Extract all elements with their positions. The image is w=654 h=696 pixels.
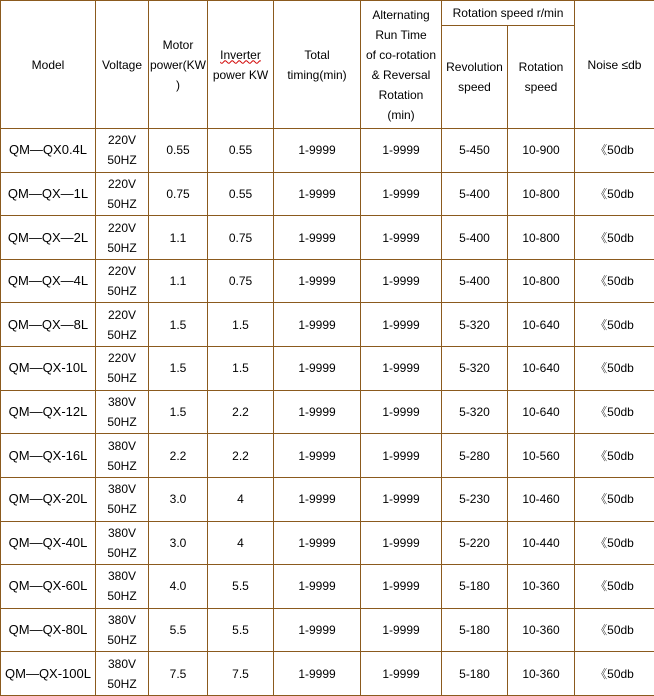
rotation-speed-cell: 10-360 [508,565,575,609]
table-row [1,477,654,521]
revolution-speed-cell: 5-220 [442,521,508,565]
revolution-speed-cell: 5-320 [442,303,508,347]
motor-power-cell: 4.0 [149,565,208,609]
voltage-cell [96,303,149,347]
rotation-speed-cell: 10-800 [508,259,575,303]
model-cell: QM—QX-16L [1,434,96,478]
noise-cell: 《50db [575,216,654,260]
header-rotation-speed: Rotation speed [508,26,575,129]
voltage-value: 220V [107,351,137,366]
voltage-cell [96,259,149,303]
alternating-time-cell: 1-9999 [361,477,442,521]
frequency-value: 50HZ [107,153,137,168]
inverter-power-cell: 4 [208,521,274,565]
inverter-power-cell: 1.5 [208,303,274,347]
voltage-cell [96,434,149,478]
model-cell: QM—QX-40L [1,521,96,565]
revolution-speed-cell: 5-320 [442,347,508,391]
total-timing-cell: 1-9999 [274,521,361,565]
total-timing-cell: 1-9999 [274,434,361,478]
voltage-value: 380V [107,394,137,409]
inverter-power-cell: 0.75 [208,216,274,260]
frequency-value: 50HZ [107,327,137,342]
table-row [1,347,654,391]
header-alternating-run-time: Alternating Run Time of co-rotation & Reversal Rotation (min) [361,1,442,129]
rotation-speed-cell: 10-640 [508,347,575,391]
header-voltage: Voltage [96,1,149,129]
voltage-cell [96,565,149,609]
revolution-speed-cell: 5-320 [442,390,508,434]
voltage-value: 380V [107,482,137,497]
alternating-time-cell: 1-9999 [361,565,442,609]
rotation-speed-cell: 10-360 [508,652,575,696]
motor-power-cell: 1.1 [149,216,208,260]
voltage-cell [96,608,149,652]
alternating-time-cell: 1-9999 [361,652,442,696]
header-noise: Noise ≤db [575,1,654,129]
model-cell: QM—QX-100L [1,652,96,696]
model-cell: QM—QX—8L [1,303,96,347]
model-cell: QM—QX-20L [1,477,96,521]
rotation-speed-cell: 10-900 [508,129,575,173]
model-cell: QM—QX0.4L [1,129,96,173]
inverter-power-cell: 5.5 [208,565,274,609]
table-row [1,565,654,609]
voltage-cell [96,390,149,434]
rotation-speed-cell: 10-800 [508,172,575,216]
rotation-speed-cell: 10-800 [508,216,575,260]
total-timing-cell: 1-9999 [274,652,361,696]
noise-cell: 《50db [575,652,654,696]
inverter-power-cell: 0.75 [208,259,274,303]
table-row [1,216,654,260]
inverter-power-cell: 7.5 [208,652,274,696]
model-cell: QM—QX-60L [1,565,96,609]
voltage-cell [96,129,149,173]
alternating-time-cell: 1-9999 [361,390,442,434]
table-row [1,652,654,696]
inverter-power-cell: 0.55 [208,129,274,173]
inverter-power-cell: 2.2 [208,390,274,434]
frequency-value: 50HZ [107,633,137,648]
voltage-value: 220V [107,220,137,235]
table-row [1,608,654,652]
voltage-cell [96,216,149,260]
header-total-timing: Total timing(min) [274,1,361,129]
noise-cell: 《50db [575,172,654,216]
table-row [1,390,654,434]
motor-power-cell: 1.5 [149,303,208,347]
revolution-speed-cell: 5-180 [442,608,508,652]
noise-cell: 《50db [575,347,654,391]
total-timing-cell: 1-9999 [274,347,361,391]
inverter-power-cell: 2.2 [208,434,274,478]
table-row [1,434,654,478]
noise-cell: 《50db [575,259,654,303]
noise-cell: 《50db [575,521,654,565]
motor-power-cell: 3.0 [149,477,208,521]
total-timing-cell: 1-9999 [274,172,361,216]
voltage-cell [96,172,149,216]
revolution-speed-cell: 5-400 [442,259,508,303]
rotation-speed-cell: 10-560 [508,434,575,478]
voltage-cell [96,347,149,391]
voltage-value: 220V [107,133,137,148]
total-timing-cell: 1-9999 [274,303,361,347]
motor-power-cell: 1.5 [149,347,208,391]
frequency-value: 50HZ [107,371,137,386]
model-cell: QM—QX-80L [1,608,96,652]
frequency-value: 50HZ [107,240,137,255]
header-inverter-power: Inverter power KW [208,1,274,129]
alternating-time-cell: 1-9999 [361,172,442,216]
header-model: Model [1,1,96,129]
noise-cell: 《50db [575,129,654,173]
frequency-value: 50HZ [107,589,137,604]
noise-cell: 《50db [575,303,654,347]
frequency-value: 50HZ [107,676,137,691]
voltage-value: 380V [107,656,137,671]
header-motor-power: Motor power(KW ) [149,1,208,129]
alternating-time-cell: 1-9999 [361,347,442,391]
total-timing-cell: 1-9999 [274,129,361,173]
frequency-value: 50HZ [107,284,137,299]
revolution-speed-cell: 5-280 [442,434,508,478]
alternating-time-cell: 1-9999 [361,259,442,303]
model-cell: QM—QX-12L [1,390,96,434]
inverter-power-cell: 1.5 [208,347,274,391]
rotation-speed-cell: 10-360 [508,608,575,652]
voltage-value: 380V [107,438,137,453]
header-revolution-speed: Revolution speed [442,26,508,129]
rotation-speed-cell: 10-440 [508,521,575,565]
table-row [1,172,654,216]
voltage-value: 220V [107,264,137,279]
voltage-cell [96,477,149,521]
voltage-cell [96,652,149,696]
noise-cell: 《50db [575,608,654,652]
inverter-power-cell: 5.5 [208,608,274,652]
noise-cell: 《50db [575,565,654,609]
motor-power-cell: 0.55 [149,129,208,173]
motor-power-cell: 5.5 [149,608,208,652]
voltage-value: 380V [107,613,137,628]
alternating-time-cell: 1-9999 [361,216,442,260]
motor-power-cell: 3.0 [149,521,208,565]
header-row-1 [1,1,654,26]
alternating-time-cell: 1-9999 [361,434,442,478]
inverter-power-cell: 0.55 [208,172,274,216]
voltage-cell [96,521,149,565]
table-row [1,521,654,565]
inverter-power-cell: 4 [208,477,274,521]
table-row [1,303,654,347]
motor-power-cell: 2.2 [149,434,208,478]
alternating-time-cell: 1-9999 [361,608,442,652]
model-cell: QM—QX-10L [1,347,96,391]
voltage-value: 380V [107,569,137,584]
voltage-value: 220V [107,307,137,322]
frequency-value: 50HZ [107,502,137,517]
rotation-speed-cell: 10-460 [508,477,575,521]
revolution-speed-cell: 5-230 [442,477,508,521]
model-cell: QM—QX—1L [1,172,96,216]
model-cell: QM—QX—2L [1,216,96,260]
revolution-speed-cell: 5-400 [442,172,508,216]
rotation-speed-cell: 10-640 [508,303,575,347]
noise-cell: 《50db [575,390,654,434]
total-timing-cell: 1-9999 [274,216,361,260]
revolution-speed-cell: 5-450 [442,129,508,173]
header-rotation-speed-group: Rotation speed r/min [442,1,575,26]
noise-cell: 《50db [575,434,654,478]
total-timing-cell: 1-9999 [274,390,361,434]
motor-power-cell: 1.5 [149,390,208,434]
total-timing-cell: 1-9999 [274,259,361,303]
total-timing-cell: 1-9999 [274,565,361,609]
voltage-value: 380V [107,525,137,540]
motor-power-cell: 7.5 [149,652,208,696]
voltage-value: 220V [107,176,137,191]
alternating-time-cell: 1-9999 [361,129,442,173]
total-timing-cell: 1-9999 [274,608,361,652]
rotation-speed-cell: 10-640 [508,390,575,434]
model-cell: QM—QX—4L [1,259,96,303]
alternating-time-cell: 1-9999 [361,521,442,565]
revolution-speed-cell: 5-180 [442,565,508,609]
revolution-speed-cell: 5-400 [442,216,508,260]
frequency-value: 50HZ [107,458,137,473]
table-row [1,259,654,303]
alternating-time-cell: 1-9999 [361,303,442,347]
noise-cell: 《50db [575,477,654,521]
table-row [1,129,654,173]
revolution-speed-cell: 5-180 [442,652,508,696]
motor-power-cell: 0.75 [149,172,208,216]
frequency-value: 50HZ [107,545,137,560]
motor-power-cell: 1.1 [149,259,208,303]
total-timing-cell: 1-9999 [274,477,361,521]
frequency-value: 50HZ [107,414,137,429]
frequency-value: 50HZ [107,196,137,211]
